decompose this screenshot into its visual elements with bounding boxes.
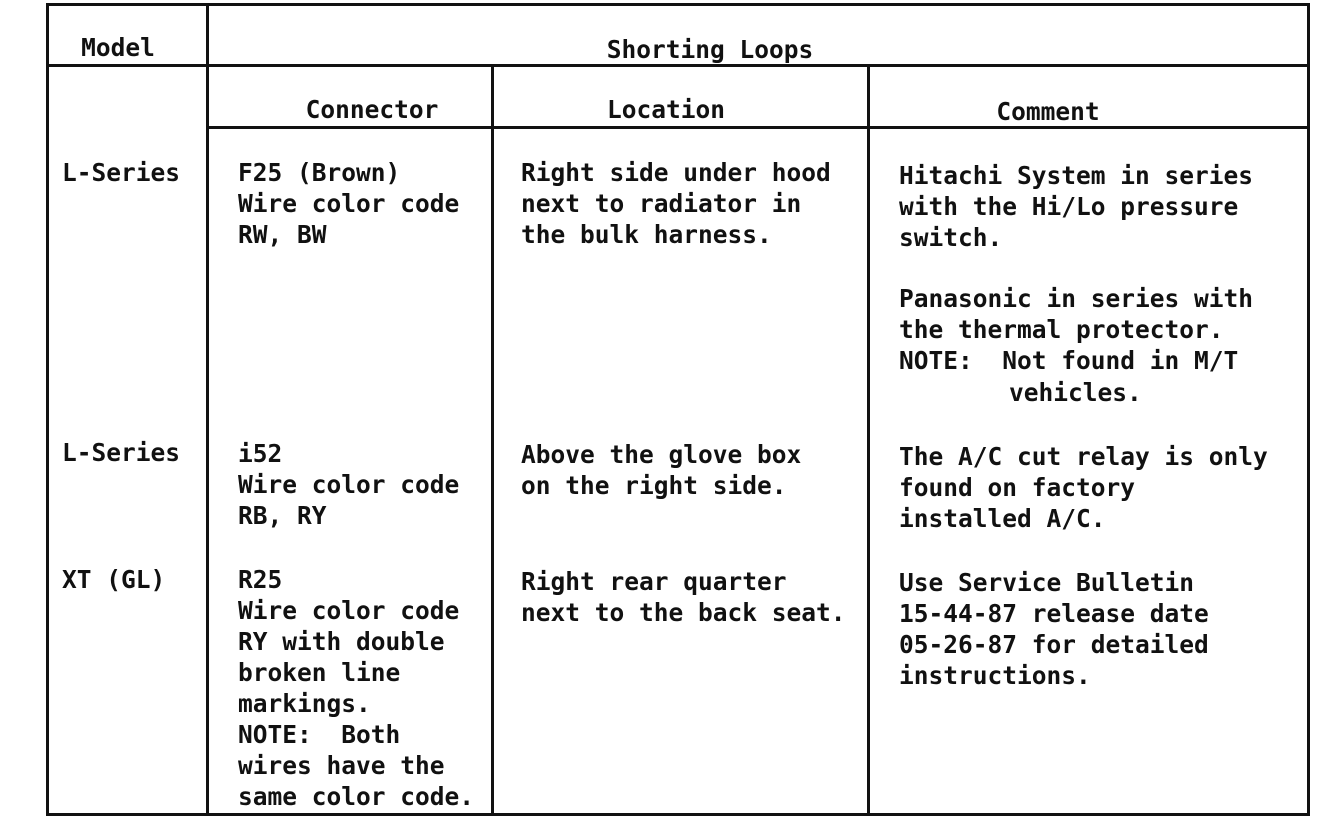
row-3-location: Right rear quarter next to the back seat. xyxy=(521,567,846,627)
row-1-comment-note-continued: vehicles. xyxy=(1009,378,1142,407)
header-connector: Connector xyxy=(305,95,439,124)
header-model: Model xyxy=(81,33,155,62)
row-3-comment: Use Service Bulletin 15-44-87 release date 05-26-87 for detailed instructions. xyxy=(899,568,1209,690)
row-2-connector: i52 Wire color code RB, RY xyxy=(238,439,460,530)
header-comment: Comment xyxy=(996,97,1100,126)
row-2-comment: The A/C cut relay is only found on factory installed A/C. xyxy=(899,442,1268,533)
row-1-location: Right side under hood next to radiator in the bulk harness. xyxy=(521,158,831,249)
row-2-location: Above the glove box on the right side. xyxy=(521,440,802,500)
row-1-connector: F25 (Brown) Wire color code RW, BW xyxy=(238,158,460,249)
header-location: Location xyxy=(606,95,725,124)
row-2-model: L-Series xyxy=(62,438,181,467)
row-1-comment-hitachi: Hitachi System in series with the Hi/Lo pressure switch. xyxy=(899,161,1254,252)
row-3-connector: R25 Wire color code RY with double broken line markings. NOTE: Both wires have the same color code. xyxy=(238,565,475,811)
header-shorting-loops: Shorting Loops xyxy=(606,35,814,64)
location-column-divider xyxy=(867,65,870,816)
row-1-comment-panasonic: Panasonic in series with the thermal protector. NOTE: Not found in M/T xyxy=(899,284,1254,375)
row-3-model: XT (GL) xyxy=(62,565,166,594)
connector-column-divider xyxy=(491,65,494,816)
row-1-model: L-Series xyxy=(62,158,181,187)
model-column-divider xyxy=(206,3,209,816)
subheader-row-divider xyxy=(206,126,1310,129)
